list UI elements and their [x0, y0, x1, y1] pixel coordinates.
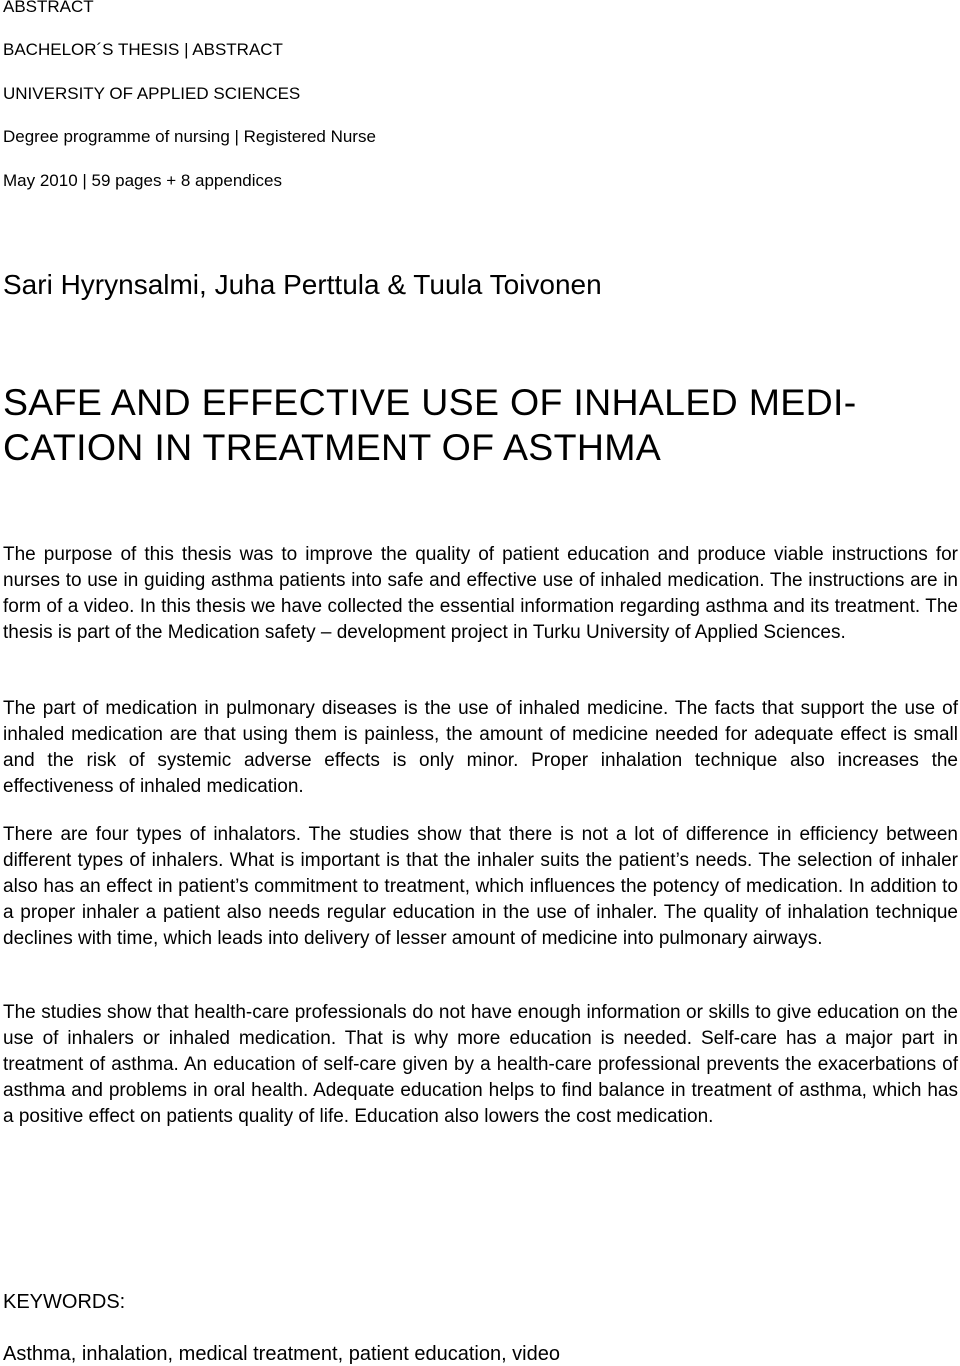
keywords-label: KEYWORDS: [3, 1291, 126, 1313]
thesis-type: BACHELOR´S THESIS | ABSTRACT [3, 40, 283, 59]
authors: Sari Hyrynsalmi, Juha Perttula & Tuula Toivonen [3, 269, 602, 300]
paragraph-inhaled-medicine: The part of medication in pulmonary diseases is the use of inhaled medicine. The facts that support the use of inhaled medication are that using them is painless, the amount of medicine needed for adequate effect is small and the risk of systemic adverse effects is only minor. Proper inhalation technique also increases the effectiveness of inhaled medication. [3, 698, 958, 797]
date-and-pages: May 2010 | 59 pages + 8 appendices [3, 171, 282, 190]
paragraph-purpose: The purpose of this thesis was to improve the quality of patient education and produce viable instructions for nurses to use in guiding asthma patients into safe and effective use of inhaled medication. The instructions are in form of a video. In this thesis we have collected the essential information regarding asthma and its treatment. The thesis is part of the Medication safety – development project in Turku University of Applied Sciences. [3, 544, 958, 643]
thesis-title [3, 380, 958, 470]
keywords-list: Asthma, inhalation, medical treatment, patient education, video [3, 1343, 560, 1365]
paragraph-inhalator-types: There are four types of inhalators. The studies show that there is not a lot of difference in efficiency between different types of inhalers. What is important is that the inhaler suits the patient’s needs. The selection of inhaler also has an effect in patient’s commitment to treatment, which influences the potency of medication. In addition to a proper inhaler a patient also needs regular education in the use of inhaler. The quality of inhalation technique declines with time, which leads into delivery of lesser amount of medicine into pulmonary airways. [3, 824, 958, 949]
paragraph-education: The studies show that health-care professionals do not have enough information or skills to give education on the use of inhalers or inhaled medication. That is why more education is needed. Self-care has a major part in treatment of asthma. An education of self-care given by a health-care professional prevents the exacerbations of asthma and problems in oral health. Adequate education helps to find balance in treatment of asthma, which has a positive effect on patients quality of life. Education also lowers the cost medication. [3, 1002, 958, 1127]
degree-programme: Degree programme of nursing | Registered Nurse [3, 127, 376, 146]
title-line-2: CATION IN TREATMENT OF ASTHMA [3, 426, 662, 468]
institution: UNIVERSITY OF APPLIED SCIENCES [3, 84, 301, 103]
title-line-1: SAFE AND EFFECTIVE USE OF INHALED MEDI- [3, 381, 857, 423]
abstract-label: ABSTRACT [3, 0, 94, 16]
